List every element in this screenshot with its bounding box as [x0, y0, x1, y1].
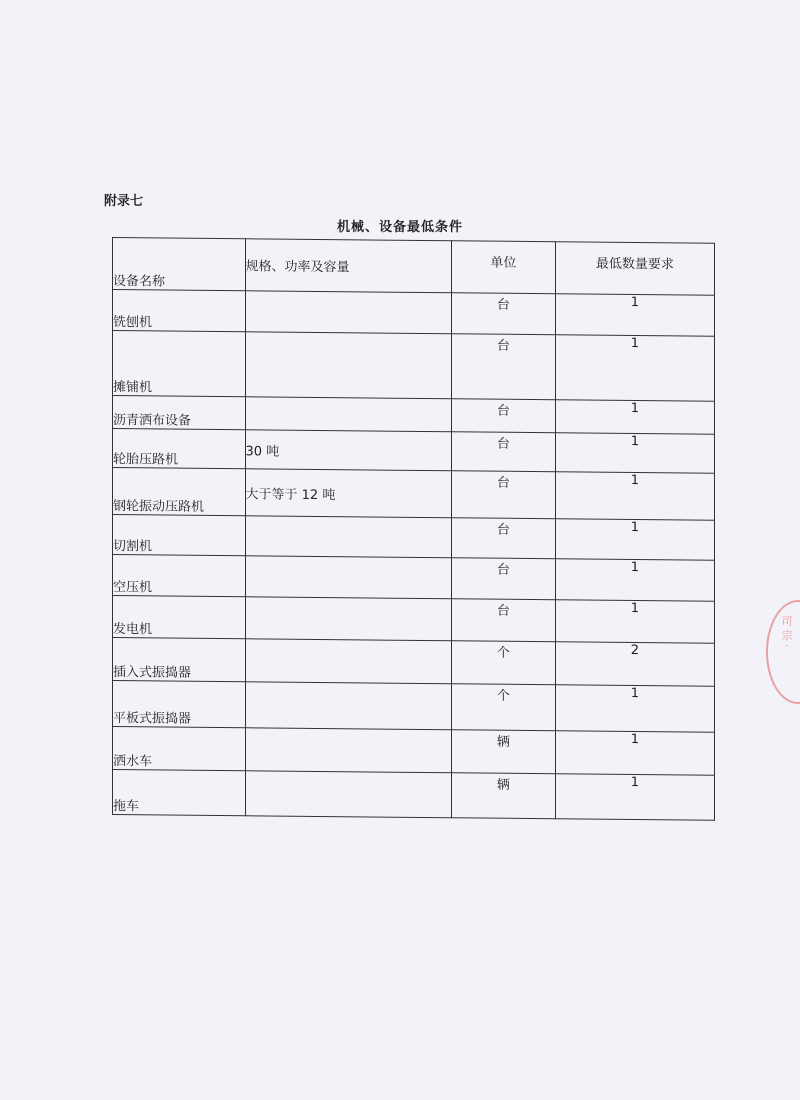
min-quantity-cell: 1 — [555, 559, 714, 602]
unit-cell: 台 — [452, 518, 556, 559]
min-quantity-cell: 2 — [555, 642, 714, 687]
min-quantity-cell: 1 — [555, 294, 714, 337]
specification-cell — [245, 728, 451, 773]
seal-stamp-text: 司 宗 · — [780, 615, 793, 648]
table-row — [113, 331, 715, 402]
unit-cell: 辆 — [452, 730, 556, 774]
equipment-name-cell: 洒水车 — [113, 727, 246, 771]
equipment-table — [112, 237, 715, 821]
table-row — [113, 770, 715, 821]
specification-cell — [245, 516, 451, 558]
unit-cell: 台 — [452, 599, 556, 642]
specification-cell — [245, 332, 451, 399]
unit-cell: 台 — [452, 293, 556, 335]
table-row — [113, 555, 715, 602]
min-quantity-cell: 1 — [555, 400, 714, 435]
min-quantity-cell: 1 — [555, 731, 714, 776]
unit-cell: 台 — [452, 399, 556, 433]
table-header-row — [113, 238, 715, 296]
unit-cell: 个 — [452, 641, 556, 685]
unit-cell: 台 — [452, 432, 556, 472]
table-row — [113, 727, 715, 776]
table-row — [113, 429, 715, 474]
equipment-name-cell: 轮胎压路机 — [113, 429, 246, 469]
specification-cell: 大于等于 12 吨 — [245, 469, 451, 518]
min-quantity-cell: 1 — [555, 774, 714, 821]
equipment-name-cell: 拖车 — [113, 770, 246, 816]
equipment-name-cell: 空压机 — [113, 555, 246, 597]
unit-cell: 台 — [452, 558, 556, 600]
header-specification: 规格、功率及容量 — [245, 239, 451, 293]
table-row — [113, 468, 715, 521]
specification-cell — [245, 771, 451, 818]
appendix-label: 附录七 — [104, 194, 144, 209]
equipment-name-cell: 铣刨机 — [113, 290, 246, 332]
table-row — [113, 596, 715, 644]
equipment-name-cell: 钢轮振动压路机 — [113, 468, 246, 516]
table-body — [113, 290, 715, 821]
min-quantity-cell: 1 — [555, 335, 714, 402]
table-row — [113, 290, 715, 337]
equipment-name-cell: 沥青洒布设备 — [113, 396, 246, 430]
specification-cell — [245, 397, 451, 432]
equipment-name-cell: 摊铺机 — [113, 331, 246, 397]
min-quantity-cell: 1 — [555, 519, 714, 561]
unit-cell: 辆 — [452, 773, 556, 819]
unit-cell: 台 — [452, 471, 556, 519]
equipment-name-cell: 插入式振捣器 — [113, 638, 246, 682]
specification-cell — [245, 291, 451, 334]
header-equipment-name: 设备名称 — [113, 238, 246, 291]
specification-cell — [245, 682, 451, 730]
table-row — [113, 638, 715, 687]
min-quantity-cell: 1 — [555, 685, 714, 733]
min-quantity-cell: 1 — [555, 433, 714, 474]
specification-cell — [245, 556, 451, 599]
header-min-quantity: 最低数量要求 — [555, 242, 714, 296]
equipment-name-cell: 发电机 — [113, 596, 246, 639]
equipment-name-cell: 切割机 — [113, 515, 246, 556]
specification-cell — [245, 639, 451, 684]
table-row — [113, 515, 715, 561]
specification-cell — [245, 597, 451, 641]
unit-cell: 个 — [452, 684, 556, 731]
table-row — [113, 681, 715, 733]
unit-cell: 台 — [452, 334, 556, 400]
equipment-name-cell: 平板式振捣器 — [113, 681, 246, 728]
document-title: 机械、设备最低条件 — [336, 220, 463, 235]
specification-cell: 30 吨 — [245, 430, 451, 471]
header-unit: 单位 — [452, 241, 556, 294]
min-quantity-cell: 1 — [555, 600, 714, 644]
min-quantity-cell: 1 — [555, 472, 714, 521]
